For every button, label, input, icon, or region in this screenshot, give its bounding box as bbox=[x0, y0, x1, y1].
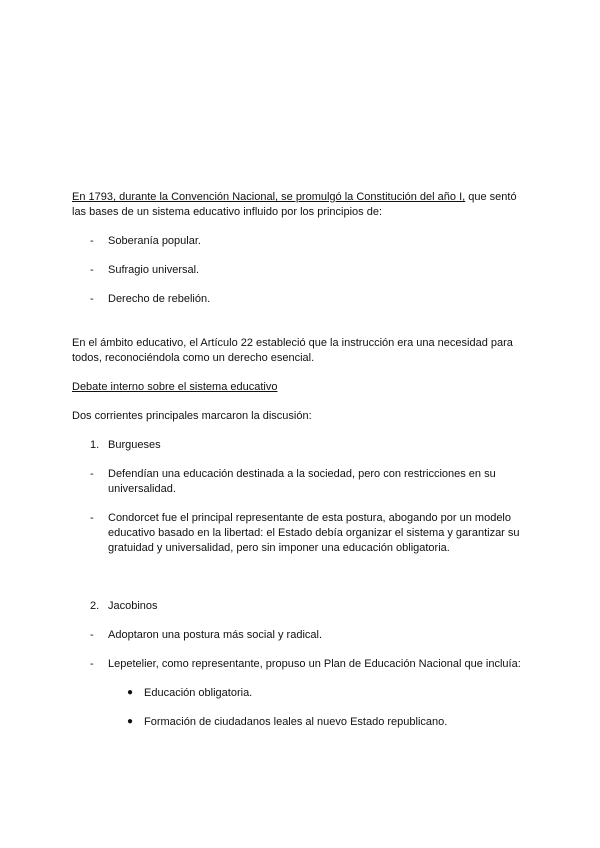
jacobinos-title: Jacobinos bbox=[108, 600, 158, 612]
burgueses-point-1-line-1: Defendían una educación destinada a la sociedad, pero con restricciones en su bbox=[108, 468, 496, 480]
list-dash: - bbox=[90, 293, 94, 305]
intro-line-1 bbox=[72, 190, 517, 204]
intro-rest-text: que sentó bbox=[465, 191, 517, 203]
list-dash: - bbox=[90, 512, 94, 524]
article-line-2: todos, reconociéndola como un derecho esencial. bbox=[72, 352, 315, 364]
list-number: 1. bbox=[90, 439, 100, 451]
jacobinos-point-2: Lepetelier, como representante, propuso un Plan de Educación Nacional que incluía: bbox=[108, 658, 521, 670]
intro-line-2: las bases de un sistema educativo influido por los principios de: bbox=[72, 206, 383, 218]
currents-intro: Dos corrientes principales marcaron la discusión: bbox=[72, 410, 312, 422]
section-heading: Debate interno sobre el sistema educativo bbox=[72, 381, 278, 393]
list-dash: - bbox=[90, 235, 94, 247]
jacobinos-sub-point-2: Formación de ciudadanos leales al nuevo Estado republicano. bbox=[144, 716, 448, 728]
jacobinos-point-1: Adoptaron una postura más social y radical. bbox=[108, 629, 323, 641]
bullet-dot: ● bbox=[127, 716, 134, 727]
principle-item: Soberanía popular. bbox=[108, 235, 201, 247]
bullet-dot: ● bbox=[127, 687, 134, 698]
principle-item: Sufragio universal. bbox=[108, 264, 200, 276]
burgueses-point-2-line-1: Condorcet fue el principal representante de esta postura, abogando por un modelo bbox=[108, 512, 511, 524]
principle-item: Derecho de rebelión. bbox=[108, 293, 211, 305]
list-dash: - bbox=[90, 264, 94, 276]
burgueses-title: Burgueses bbox=[108, 439, 161, 451]
jacobinos-sub-point-1: Educación obligatoria. bbox=[144, 687, 253, 699]
burgueses-point-2-line-2: educativo basado en la libertad: el Estado debía organizar el sistema y garantizar su bbox=[108, 527, 520, 539]
burgueses-point-2-line-3: gratuidad y universalidad, pero sin imponer una educación obligatoria. bbox=[108, 542, 450, 554]
list-dash: - bbox=[90, 629, 94, 641]
list-dash: - bbox=[90, 658, 94, 670]
list-number: 2. bbox=[90, 600, 100, 612]
list-dash: - bbox=[90, 468, 94, 480]
intro-underlined-text: En 1793, durante la Convención Nacional, se promulgó la Constitución del año I, bbox=[72, 191, 466, 203]
article-line-1: En el ámbito educativo, el Artículo 22 estableció que la instrucción era una necesidad para bbox=[72, 337, 513, 349]
burgueses-point-1-line-2: universalidad. bbox=[108, 483, 176, 495]
